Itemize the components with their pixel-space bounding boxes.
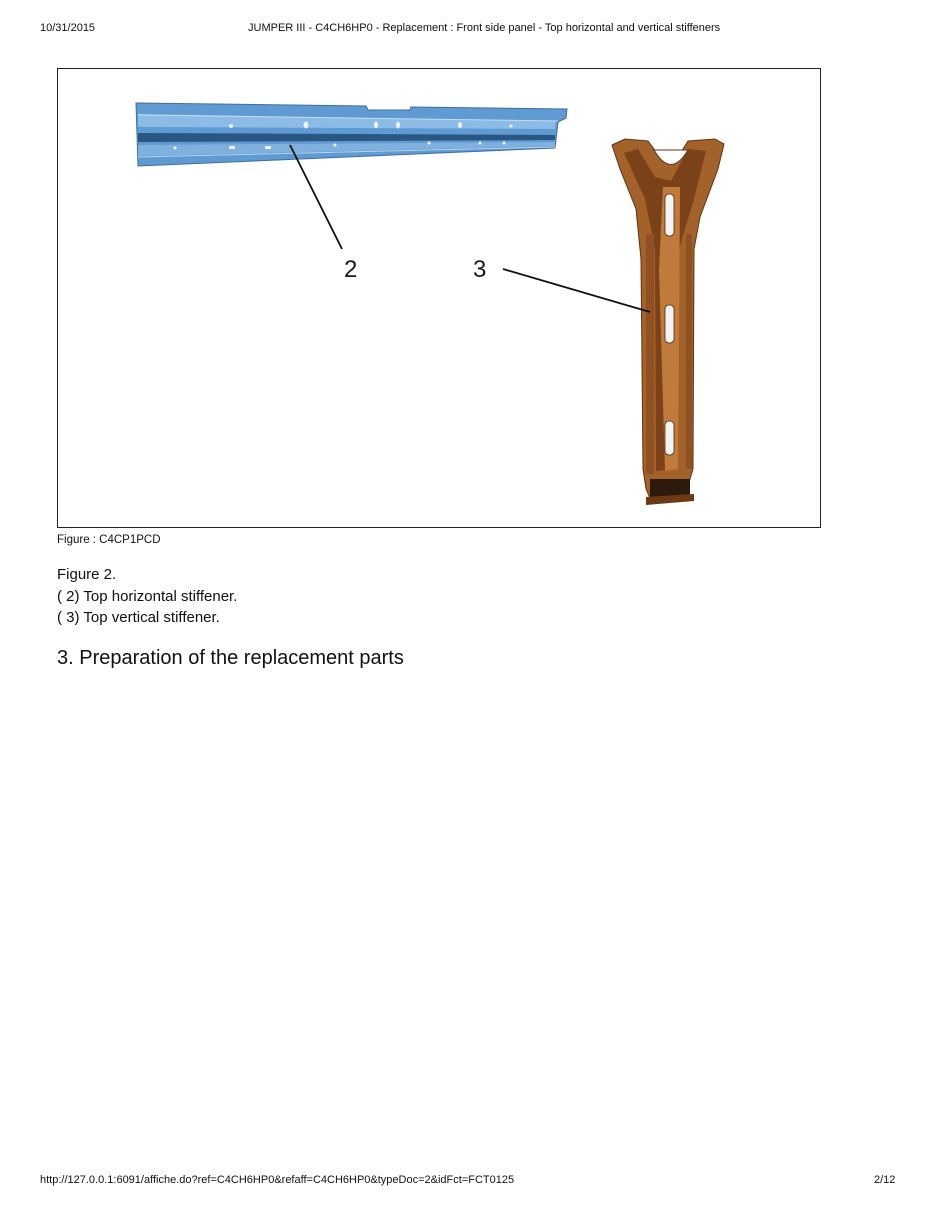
caption-title: Figure 2. (57, 566, 117, 583)
figure-reference: Figure : C4CP1PCD (57, 534, 161, 546)
horizontal-stiffener (136, 103, 567, 166)
caption-item: ( 3) Top vertical stiffener. (57, 609, 220, 626)
header-date: 10/31/2015 (40, 22, 96, 34)
footer-page-number: 2/12 (874, 1174, 896, 1186)
callout-label-2: 2 (344, 256, 358, 283)
stiffeners-illustration (58, 69, 822, 529)
leader-line-2 (290, 145, 342, 249)
header-title: JUMPER III - C4CH6HP0 - Replacement : Front side panel - Top horizontal and vertical stiffeners (248, 22, 721, 34)
leader-line-3 (503, 269, 650, 312)
section-title: 3. Preparation of the replacement parts (57, 647, 404, 669)
footer-url[interactable]: http://127.0.0.1:6091/affiche.do?ref=C4CH6HP0&refaff=C4CH6HP0&typeDoc=2&idFct=FCT0125 (40, 1174, 515, 1186)
figure-frame (57, 68, 821, 528)
caption-item: ( 2) Top horizontal stiffener. (57, 587, 238, 605)
figure-caption (57, 564, 237, 629)
vertical-stiffener (612, 139, 724, 505)
callout-label-3: 3 (473, 256, 487, 283)
